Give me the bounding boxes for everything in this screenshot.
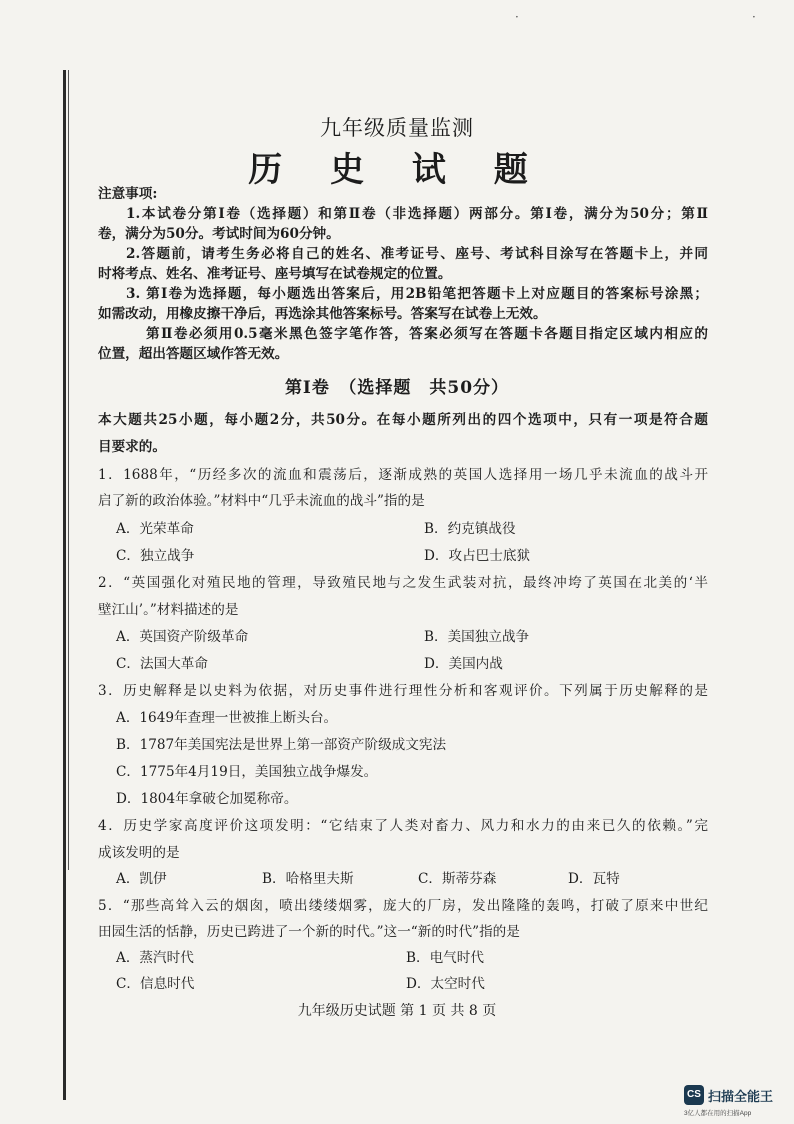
scan-speck: · — [752, 10, 756, 24]
question-5-option-b[interactable]: B．电气时代 — [406, 950, 484, 966]
question-2-option-a[interactable]: A．英国资产阶级革命 — [116, 629, 249, 645]
question-1-option-b[interactable]: B．约克镇战役 — [424, 521, 516, 537]
question-1-option-a[interactable]: A．光荣革命 — [116, 521, 194, 537]
question-2-option-d[interactable]: D．美国内战 — [424, 656, 503, 672]
question-5-stem: 5．“那些高耸入云的烟囱，喷出缕缕烟雾，庞大的厂房，发出隆隆的轰鸣，打破了原来中世纪 — [98, 898, 708, 914]
question-1-option-c[interactable]: C．独立战争 — [116, 548, 195, 564]
question-5-stem: 田园生活的恬静，历史已跨进了一个新的时代。”这一“新的时代”指的是 — [98, 924, 520, 940]
question-3-option-d[interactable]: D．1804年拿破仑加冕称帝。 — [116, 791, 298, 807]
exam-subtitle: 九年级质量监测 — [320, 116, 474, 140]
notice-line: 3. 第Ⅰ卷为选择题，每小题选出答案后，用2B铅笔把答题卡上对应题目的答案标号涂黑； — [126, 286, 708, 302]
question-2-stem: 2．“英国强化对殖民地的管理，导致殖民地与之发生武装对抗，最终冲垮了英国在北美的‘半 — [98, 575, 708, 591]
question-4-option-b[interactable]: B．哈格里夫斯 — [262, 871, 354, 887]
question-5-option-c[interactable]: C．信息时代 — [116, 976, 195, 992]
notice-line: 1.本试卷分第Ⅰ卷（选择题）和第Ⅱ卷（非选择题）两部分。第Ⅰ卷，满分为50分；第Ⅱ — [126, 206, 708, 222]
question-5-option-d[interactable]: D．太空时代 — [406, 976, 485, 992]
watermark-app-name: 扫描全能王 — [708, 1089, 774, 1104]
scanner-watermark — [684, 1082, 794, 1122]
notice-heading: 注意事项: — [98, 186, 158, 202]
question-2-option-b[interactable]: B．美国独立战争 — [424, 629, 530, 645]
question-3-option-a[interactable]: A．1649年查理一世被推上断头台。 — [116, 710, 338, 726]
question-3-option-c[interactable]: C．1775年4月19日，美国独立战争爆发。 — [116, 764, 378, 780]
question-1-stem: 启了新的政治体验。”材料中“几乎未流血的战斗”指的是 — [98, 493, 425, 509]
section-title: 第Ⅰ卷 （选择题 共50分） — [284, 378, 510, 398]
page-footer: 九年级历史试题 第 1 页 共 8 页 — [297, 1003, 497, 1019]
question-2-stem: 壁江山’。”材料描述的是 — [98, 602, 239, 618]
question-4-option-d[interactable]: D．瓦特 — [568, 871, 620, 887]
exam-title: 历 史 试 题 — [248, 150, 546, 190]
question-4-stem: 成该发明的是 — [98, 845, 180, 861]
section-intro-line: 目要求的。 — [98, 439, 166, 455]
notice-line: 时将考点、姓名、准考证号、座号填写在试卷规定的位置。 — [98, 266, 452, 282]
scan-speck: · — [515, 10, 519, 24]
question-4-option-a[interactable]: A．凯伊 — [116, 871, 167, 887]
watermark-tagline: 3亿人都在用的扫描App — [684, 1110, 752, 1117]
camscanner-logo-icon: CS — [684, 1085, 704, 1105]
notice-line: 卷，满分为50分。考试时间为60分钟。 — [98, 226, 340, 242]
question-5-option-a[interactable]: A．蒸汽时代 — [116, 950, 194, 966]
question-3-stem: 3．历史解释是以史料为依据，对历史事件进行理性分析和客观评价。下列属于历史解释的是 — [98, 683, 708, 699]
binding-margin-line — [63, 70, 66, 1100]
notice-line: 2.答题前，请考生务必将自己的姓名、准考证号、座号、考试科目涂写在答题卡上，并同 — [126, 246, 708, 262]
question-1-stem: 1．1688年，“历经多次的流血和震荡后，逐渐成熟的英国人选择用一场几乎未流血的战斗开 — [98, 467, 708, 483]
question-4-option-c[interactable]: C．斯蒂芬森 — [418, 871, 497, 887]
section-intro-line: 本大题共25小题，每小题2分，共50分。在每小题所列出的四个选项中，只有一项是符合题 — [98, 412, 708, 428]
notice-line: 如需改动，用橡皮擦干净后，再选涂其他答案标号。答案写在试卷上无效。 — [98, 306, 547, 322]
question-2-option-c[interactable]: C．法国大革命 — [116, 656, 208, 672]
question-1-option-d[interactable]: D．攻占巴士底狱 — [424, 548, 531, 564]
question-3-option-b[interactable]: B．1787年美国宪法是世界上第一部资产阶级成文宪法 — [116, 737, 447, 753]
notice-line: 位置，超出答题区域作答无效。 — [98, 346, 289, 362]
notice-line: 第Ⅱ卷必须用0.5毫米黑色签字笔作答，答案必须写在答题卡各题目指定区域内相应的 — [146, 326, 708, 342]
question-4-stem: 4．历史学家高度评价这项发明：“它结束了人类对畜力、风力和水力的由来已久的依赖。”完 — [98, 818, 708, 834]
